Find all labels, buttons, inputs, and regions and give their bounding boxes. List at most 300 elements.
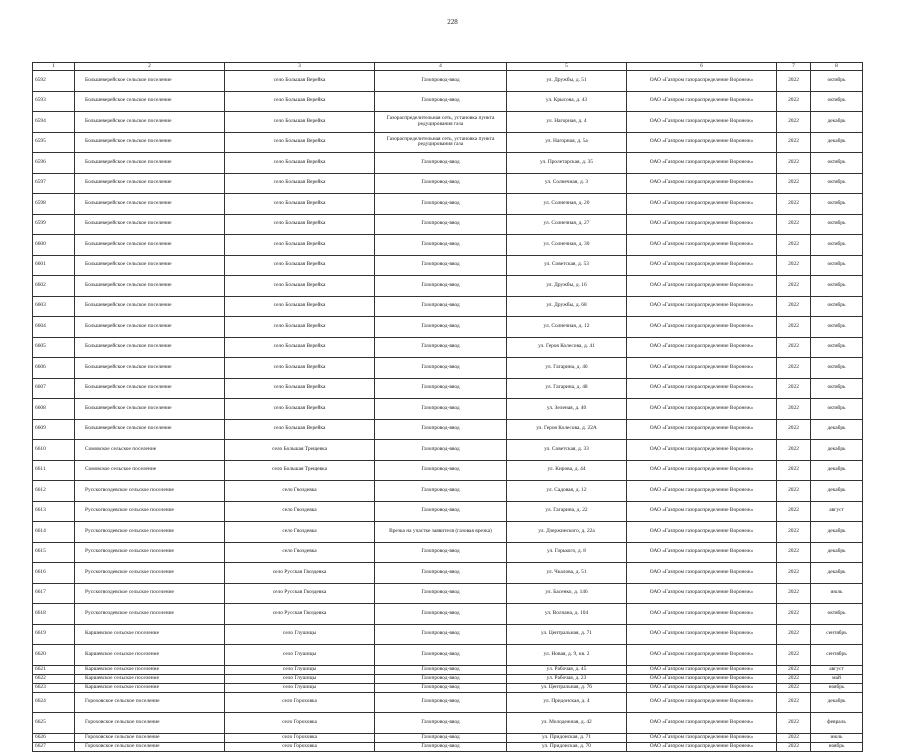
row-number: 6620 [33,645,75,666]
column-index: 1 [33,63,75,71]
object-type: Газопровод-ввод [375,296,507,317]
object-type: Газопровод-ввод [375,194,507,215]
table-row [33,214,863,235]
table-row [33,583,863,604]
organization: ОАО «Газпром газораспределение Воронеж» [627,194,777,215]
row-number: 6611 [33,460,75,481]
month: декабрь [811,692,863,713]
row-number: 6596 [33,153,75,174]
organization: ОАО «Газпром газораспределение Воронеж» [627,674,777,683]
settlement-name: Большеверейское сельское поселение [75,214,225,235]
settlement-name: Большеверейское сельское поселение [75,378,225,399]
object-type: Газопровод-ввод [375,255,507,276]
address: ул. Советская, д. 53 [507,255,627,276]
year: 2022 [777,173,811,194]
table-row [33,399,863,420]
settlement-name: Каршевское сельское поселение [75,665,225,674]
village-name: село Большая Верейка [225,419,375,440]
settlement-name: Большеверейское сельское поселение [75,173,225,194]
settlement-name: Гороховское сельское поселение [75,692,225,713]
village-name: село Гороховка [225,733,375,742]
month: август [811,665,863,674]
village-name: село Большая Трещевка [225,460,375,481]
address: ул. Дружбы, д. 68 [507,296,627,317]
month: декабрь [811,542,863,563]
month: октябрь [811,337,863,358]
column-index: 7 [777,63,811,71]
settlement-name: Большеверейское сельское поселение [75,112,225,133]
village-name: село Гвоздевка [225,481,375,502]
organization: ОАО «Газпром газораспределение Воронеж» [627,501,777,522]
address: ул. Дружбы, д. 51 [507,71,627,92]
village-name: село Большая Верейка [225,71,375,92]
year: 2022 [777,153,811,174]
settlement-name: Гороховское сельское поселение [75,742,225,751]
year: 2022 [777,742,811,751]
month: февраль [811,713,863,734]
month: август [811,501,863,522]
row-number: 6598 [33,194,75,215]
settlement-name: Русскогвоздевское сельское поселение [75,481,225,502]
object-type: Газопровод-ввод [375,692,507,713]
row-number: 6609 [33,419,75,440]
settlement-name: Русскогвоздевское сельское поселение [75,563,225,584]
object-type: Газопровод-ввод [375,71,507,92]
year: 2022 [777,91,811,112]
organization: ОАО «Газпром газораспределение Воронеж» [627,583,777,604]
table-row [33,419,863,440]
organization: ОАО «Газпром газораспределение Воронеж» [627,132,777,153]
year: 2022 [777,583,811,604]
settlement-name: Большеверейское сельское поселение [75,235,225,256]
address: ул. Центральная, д. 76 [507,683,627,692]
month: октябрь [811,194,863,215]
object-type: Газопровод-ввод [375,604,507,625]
settlement-name: Русскогвоздевское сельское поселение [75,583,225,604]
column-index: 8 [811,63,863,71]
object-type: Газораспределительная сеть, установка пункта редуцирования газа [375,112,507,133]
row-number: 6613 [33,501,75,522]
table-row [33,522,863,543]
object-type: Газопровод-ввод [375,481,507,502]
address: ул. Молодежная, д. 42 [507,713,627,734]
month: декабрь [811,563,863,584]
settlement-name: Гороховское сельское поселение [75,733,225,742]
row-number: 6599 [33,214,75,235]
organization: ОАО «Газпром газораспределение Воронеж» [627,399,777,420]
object-type: Газопровод-ввод [375,742,507,751]
month: май [811,674,863,683]
settlement-name: Русскогвоздевское сельское поселение [75,604,225,625]
row-number: 6627 [33,742,75,751]
address: ул. Зеленая, д. 40 [507,399,627,420]
column-index: 3 [225,63,375,71]
row-number: 6610 [33,440,75,461]
settlement-name: Большеверейское сельское поселение [75,296,225,317]
organization: ОАО «Газпром газораспределение Воронеж» [627,235,777,256]
village-name: село Большая Верейка [225,91,375,112]
year: 2022 [777,604,811,625]
gas-connection-table [32,62,863,752]
year: 2022 [777,645,811,666]
address: ул. Гагарина, д. 22 [507,501,627,522]
organization: ОАО «Газпром газораспределение Воронеж» [627,153,777,174]
village-name: село Гвоздевка [225,522,375,543]
settlement-name: Большеверейское сельское поселение [75,337,225,358]
month: декабрь [811,419,863,440]
organization: ОАО «Газпром газораспределение Воронеж» [627,337,777,358]
year: 2022 [777,112,811,133]
month: октябрь [811,358,863,379]
year: 2022 [777,214,811,235]
object-type: Газопровод-ввод [375,645,507,666]
address: ул. Нагорная, д. 5а [507,132,627,153]
settlement-name: Большеверейское сельское поселение [75,91,225,112]
month: ноябрь [811,742,863,751]
village-name: село Глушицы [225,674,375,683]
village-name: село Большая Верейка [225,337,375,358]
year: 2022 [777,624,811,645]
village-name: село Русская Гвоздевка [225,604,375,625]
year: 2022 [777,733,811,742]
settlement-name: Русскогвоздевское сельское поселение [75,542,225,563]
address: ул. Волчана, д. 104 [507,604,627,625]
table-row [33,713,863,734]
address: ул. Центральная, д. 71 [507,624,627,645]
organization: ОАО «Газпром газораспределение Воронеж» [627,71,777,92]
table-row [33,296,863,317]
object-type: Газопровод-ввод [375,542,507,563]
table-row [33,358,863,379]
year: 2022 [777,674,811,683]
year: 2022 [777,132,811,153]
object-type: Газопровод-ввод [375,733,507,742]
organization: ОАО «Газпром газораспределение Воронеж» [627,378,777,399]
object-type: Газопровод-ввод [375,173,507,194]
month: июль [811,733,863,742]
settlement-name: Каршевское сельское поселение [75,624,225,645]
object-type: Газопровод-ввод [375,399,507,420]
village-name: село Большая Верейка [225,296,375,317]
column-index: 4 [375,63,507,71]
month: октябрь [811,378,863,399]
row-number: 6595 [33,132,75,153]
year: 2022 [777,481,811,502]
month: октябрь [811,604,863,625]
month: ноябрь [811,683,863,692]
page-number: 228 [447,18,458,26]
month: октябрь [811,214,863,235]
month: декабрь [811,522,863,543]
settlement-name: Большеверейское сельское поселение [75,255,225,276]
village-name: село Большая Верейка [225,173,375,194]
row-number: 6624 [33,692,75,713]
month: октябрь [811,317,863,338]
organization: ОАО «Газпром газораспределение Воронеж» [627,214,777,235]
settlement-name: Гороховское сельское поселение [75,713,225,734]
row-number: 6617 [33,583,75,604]
settlement-name: Большеверейское сельское поселение [75,317,225,338]
address: ул. Солнечная, д. 12 [507,317,627,338]
village-name: село Русская Гвоздевка [225,583,375,604]
table-row [33,604,863,625]
address: ул. Гагарина, д. 46 [507,358,627,379]
settlement-name: Большеверейское сельское поселение [75,276,225,297]
month: сентябрь [811,624,863,645]
address: ул. Придонская, д. 4 [507,692,627,713]
table-row [33,440,863,461]
object-type: Газопровод-ввод [375,624,507,645]
table-row [33,665,863,674]
organization: ОАО «Газпром газораспределение Воронеж» [627,276,777,297]
row-number: 6604 [33,317,75,338]
row-number: 6593 [33,91,75,112]
table-row [33,255,863,276]
row-number: 6626 [33,733,75,742]
village-name: село Большая Верейка [225,399,375,420]
row-number: 6618 [33,604,75,625]
table-row [33,481,863,502]
organization: ОАО «Газпром газораспределение Воронеж» [627,481,777,502]
row-number: 6608 [33,399,75,420]
address: ул. Солнечная, д. 20 [507,194,627,215]
month: декабрь [811,460,863,481]
column-index: 5 [507,63,627,71]
address: ул. Садовая, д. 12 [507,481,627,502]
table-row [33,542,863,563]
village-name: село Гороховка [225,692,375,713]
village-name: село Большая Верейка [225,214,375,235]
month: октябрь [811,255,863,276]
settlement-name: Большеверейское сельское поселение [75,153,225,174]
address: ул. Дружбы, д. 16 [507,276,627,297]
address: ул. Басенко, д. 146 [507,583,627,604]
object-type: Газопровод-ввод [375,317,507,338]
month: октябрь [811,296,863,317]
table-row [33,235,863,256]
year: 2022 [777,276,811,297]
row-number: 6622 [33,674,75,683]
year: 2022 [777,460,811,481]
village-name: село Большая Верейка [225,378,375,399]
year: 2022 [777,665,811,674]
year: 2022 [777,358,811,379]
object-type: Газопровод-ввод [375,235,507,256]
organization: ОАО «Газпром газораспределение Воронеж» [627,317,777,338]
row-number: 6621 [33,665,75,674]
table-body [33,71,863,752]
table-row [33,501,863,522]
object-type: Газопровод-ввод [375,583,507,604]
object-type: Газопровод-ввод [375,460,507,481]
month: октябрь [811,399,863,420]
address: ул. Придонская, д. 70 [507,742,627,751]
row-number: 6607 [33,378,75,399]
object-type: Газопровод-ввод [375,683,507,692]
year: 2022 [777,522,811,543]
object-type: Газопровод-ввод [375,419,507,440]
organization: ОАО «Газпром газораспределение Воронеж» [627,563,777,584]
year: 2022 [777,235,811,256]
village-name: село Русская Гвоздевка [225,563,375,584]
object-type: Газопровод-ввод [375,378,507,399]
object-type: Газопровод-ввод [375,153,507,174]
organization: ОАО «Газпром газораспределение Воронеж» [627,173,777,194]
address: ул. Горького, д. 8 [507,542,627,563]
year: 2022 [777,296,811,317]
address: ул. Рабочая, д. 23 [507,674,627,683]
table-row [33,683,863,692]
row-number: 6594 [33,112,75,133]
settlement-name: Большеверейское сельское поселение [75,132,225,153]
address: ул. Нагорная, д. 4 [507,112,627,133]
month: декабрь [811,481,863,502]
organization: ОАО «Газпром газораспределение Воронеж» [627,358,777,379]
settlement-name: Сомовское сельское поселение [75,440,225,461]
table-row [33,378,863,399]
village-name: село Большая Верейка [225,153,375,174]
settlement-name: Русскогвоздевское сельское поселение [75,522,225,543]
organization: ОАО «Газпром газораспределение Воронеж» [627,440,777,461]
object-type: Газопровод-ввод [375,337,507,358]
object-type: Газопровод-ввод [375,91,507,112]
year: 2022 [777,542,811,563]
village-name: село Глушицы [225,665,375,674]
month: июль [811,583,863,604]
month: декабрь [811,112,863,133]
object-type: Газопровод-ввод [375,440,507,461]
table-row [33,624,863,645]
month: декабрь [811,440,863,461]
organization: ОАО «Газпром газораспределение Воронеж» [627,91,777,112]
settlement-name: Каршевское сельское поселение [75,645,225,666]
organization: ОАО «Газпром газораспределение Воронеж» [627,522,777,543]
year: 2022 [777,440,811,461]
village-name: село Большая Верейка [225,358,375,379]
organization: ОАО «Газпром газораспределение Воронеж» [627,542,777,563]
year: 2022 [777,71,811,92]
table-row [33,645,863,666]
address: ул. Придонская, д. 71 [507,733,627,742]
village-name: село Большая Трещевка [225,440,375,461]
table-row [33,742,863,751]
row-number: 6615 [33,542,75,563]
settlement-name: Большеверейское сельское поселение [75,194,225,215]
village-name: село Гороховка [225,742,375,751]
address: ул. Гагарина, д. 48 [507,378,627,399]
object-type: Газопровод-ввод [375,713,507,734]
row-number: 6601 [33,255,75,276]
settlement-name: Большеверейское сельское поселение [75,419,225,440]
table-row [33,460,863,481]
village-name: село Большая Верейка [225,132,375,153]
year: 2022 [777,563,811,584]
year: 2022 [777,255,811,276]
settlement-name: Каршевское сельское поселение [75,674,225,683]
address: ул. Рабочая, д. 45 [507,665,627,674]
object-type: Газораспределительная сеть, установка пункта редуцирования газа [375,132,507,153]
organization: ОАО «Газпром газораспределение Воронеж» [627,713,777,734]
month: октябрь [811,173,863,194]
organization: ОАО «Газпром газораспределение Воронеж» [627,645,777,666]
row-number: 6619 [33,624,75,645]
address: ул. Дзержинского, д. 22а [507,522,627,543]
year: 2022 [777,419,811,440]
table-row [33,733,863,742]
table-row [33,317,863,338]
object-type: Газопровод-ввод [375,358,507,379]
row-number: 6612 [33,481,75,502]
row-number: 6623 [33,683,75,692]
settlement-name: Сомовское сельское поселение [75,460,225,481]
table-row [33,194,863,215]
object-type: Газопровод-ввод [375,674,507,683]
settlement-name: Каршевское сельское поселение [75,683,225,692]
month: октябрь [811,153,863,174]
village-name: село Гвоздевка [225,542,375,563]
row-number: 6605 [33,337,75,358]
table-row [33,276,863,297]
row-number: 6597 [33,173,75,194]
settlement-name: Большеверейское сельское поселение [75,358,225,379]
column-number-row [33,63,863,71]
village-name: село Большая Верейка [225,255,375,276]
year: 2022 [777,501,811,522]
address: ул. Пролетарская, д. 35 [507,153,627,174]
organization: ОАО «Газпром газораспределение Воронеж» [627,733,777,742]
column-index: 2 [75,63,225,71]
table-row [33,563,863,584]
row-number: 6600 [33,235,75,256]
year: 2022 [777,317,811,338]
settlement-name: Большеверейское сельское поселение [75,399,225,420]
table-row [33,132,863,153]
village-name: село Глушицы [225,624,375,645]
row-number: 6603 [33,296,75,317]
organization: ОАО «Газпром газораспределение Воронеж» [627,112,777,133]
object-type: Газопровод-ввод [375,214,507,235]
object-type: Газопровод-ввод [375,276,507,297]
object-type: Газопровод-ввод [375,501,507,522]
month: октябрь [811,91,863,112]
month: октябрь [811,276,863,297]
table-row [33,674,863,683]
column-index: 6 [627,63,777,71]
address: ул. Солнечная, д. 30 [507,235,627,256]
organization: ОАО «Газпром газораспределение Воронеж» [627,296,777,317]
village-name: село Глушицы [225,683,375,692]
village-name: село Глушицы [225,645,375,666]
organization: ОАО «Газпром газораспределение Воронеж» [627,665,777,674]
settlement-name: Большеверейское сельское поселение [75,71,225,92]
row-number: 6625 [33,713,75,734]
month: сентябрь [811,645,863,666]
organization: ОАО «Газпром газораспределение Воронеж» [627,255,777,276]
month: октябрь [811,235,863,256]
row-number: 6606 [33,358,75,379]
settlement-name: Русскогвоздевское сельское поселение [75,501,225,522]
table-row [33,173,863,194]
organization: ОАО «Газпром газораспределение Воронеж» [627,419,777,440]
year: 2022 [777,713,811,734]
object-type: Газопровод-ввод [375,665,507,674]
year: 2022 [777,378,811,399]
address: ул. Солнечная, д. 3 [507,173,627,194]
address: ул. Героя Колесова, д. 22А [507,419,627,440]
row-number: 6602 [33,276,75,297]
row-number: 6592 [33,71,75,92]
address: ул. Кирова, д. 44 [507,460,627,481]
